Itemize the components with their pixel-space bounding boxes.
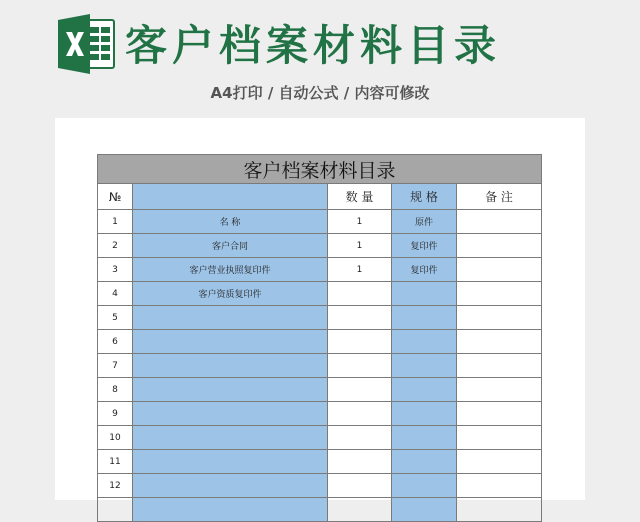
qty-cell[interactable] <box>328 330 392 354</box>
spec-cell[interactable] <box>392 426 457 450</box>
name-cell[interactable] <box>133 354 328 378</box>
qty-cell[interactable]: 1 <box>328 258 392 282</box>
qty-cell[interactable]: 1 <box>328 234 392 258</box>
table-row <box>98 258 542 282</box>
note-cell[interactable] <box>457 330 542 354</box>
row-number-cell[interactable]: 3 <box>98 258 133 282</box>
note-cell[interactable] <box>457 402 542 426</box>
spec-cell[interactable] <box>392 354 457 378</box>
spec-cell[interactable] <box>392 402 457 426</box>
spec-cell[interactable]: 原件 <box>392 210 457 234</box>
row-number-cell[interactable]: 9 <box>98 402 133 426</box>
table-row <box>98 330 542 354</box>
row-number-cell[interactable]: 5 <box>98 306 133 330</box>
note-cell[interactable] <box>457 354 542 378</box>
note-cell[interactable] <box>457 258 542 282</box>
qty-cell[interactable]: 1 <box>328 210 392 234</box>
row-number-cell[interactable]: 4 <box>98 282 133 306</box>
spec-cell[interactable] <box>392 474 457 498</box>
page-subtitle: A4打印 / 自动公式 / 内容可修改 <box>210 84 430 102</box>
qty-cell[interactable] <box>328 282 392 306</box>
row-number-cell[interactable]: 8 <box>98 378 133 402</box>
spec-cell[interactable] <box>392 498 457 522</box>
row-number-cell[interactable]: 11 <box>98 450 133 474</box>
table-row <box>98 234 542 258</box>
name-cell[interactable] <box>133 474 328 498</box>
name-cell[interactable]: 客户营业执照复印件 <box>133 258 328 282</box>
table-row <box>98 210 542 234</box>
excel-icon <box>58 14 116 74</box>
qty-cell[interactable] <box>328 354 392 378</box>
spec-cell[interactable] <box>392 282 457 306</box>
spec-cell[interactable]: 复印件 <box>392 234 457 258</box>
table-row <box>98 354 542 378</box>
row-number-cell[interactable]: 6 <box>98 330 133 354</box>
name-cell[interactable] <box>133 378 328 402</box>
note-cell[interactable] <box>457 306 542 330</box>
note-cell[interactable] <box>457 210 542 234</box>
row-number-cell[interactable]: 1 <box>98 210 133 234</box>
name-cell[interactable] <box>133 402 328 426</box>
table-row <box>98 474 542 498</box>
name-cell[interactable] <box>133 330 328 354</box>
spec-cell[interactable] <box>392 450 457 474</box>
row-number-cell[interactable]: 2 <box>98 234 133 258</box>
banner <box>0 0 640 108</box>
page-title: 客户档案材料目录 <box>125 21 502 70</box>
qty-cell[interactable] <box>328 402 392 426</box>
note-cell[interactable] <box>457 474 542 498</box>
note-cell[interactable] <box>457 426 542 450</box>
row-number-cell[interactable]: 7 <box>98 354 133 378</box>
table-row <box>98 306 542 330</box>
spec-cell[interactable] <box>392 306 457 330</box>
spec-cell[interactable] <box>392 330 457 354</box>
spec-cell[interactable] <box>392 378 457 402</box>
qty-cell[interactable] <box>328 450 392 474</box>
qty-cell[interactable] <box>328 474 392 498</box>
name-cell[interactable] <box>133 306 328 330</box>
spec-cell[interactable]: 复印件 <box>392 258 457 282</box>
table-row <box>98 282 542 306</box>
table-row <box>98 450 542 474</box>
note-cell[interactable] <box>457 282 542 306</box>
qty-cell[interactable] <box>328 426 392 450</box>
name-cell[interactable]: 名 称 <box>133 210 328 234</box>
table-row <box>98 426 542 450</box>
column-header-qty[interactable]: 数 量 <box>328 184 392 210</box>
row-number-cell[interactable] <box>98 498 133 522</box>
column-header-note[interactable]: 备 注 <box>457 184 542 210</box>
note-cell[interactable] <box>457 450 542 474</box>
note-cell[interactable] <box>457 378 542 402</box>
name-cell[interactable] <box>133 450 328 474</box>
name-cell[interactable]: 客户合同 <box>133 234 328 258</box>
note-cell[interactable] <box>457 498 542 522</box>
column-header-name[interactable] <box>133 184 328 210</box>
qty-cell[interactable] <box>328 306 392 330</box>
qty-cell[interactable] <box>328 498 392 522</box>
table-row <box>98 378 542 402</box>
qty-cell[interactable] <box>328 378 392 402</box>
column-header-spec[interactable]: 规 格 <box>392 184 457 210</box>
table-row <box>98 402 542 426</box>
table-row <box>98 498 542 522</box>
name-cell[interactable]: 客户资质复印件 <box>133 282 328 306</box>
row-number-cell[interactable]: 12 <box>98 474 133 498</box>
name-cell[interactable] <box>133 498 328 522</box>
table-title-row <box>98 155 542 184</box>
name-cell[interactable] <box>133 426 328 450</box>
table-header-row <box>98 184 542 210</box>
table-title[interactable]: 客户档案材料目录 <box>98 155 542 184</box>
catalog-table <box>97 154 542 522</box>
row-number-cell[interactable]: 10 <box>98 426 133 450</box>
column-header-no[interactable]: № <box>98 184 133 210</box>
note-cell[interactable] <box>457 234 542 258</box>
